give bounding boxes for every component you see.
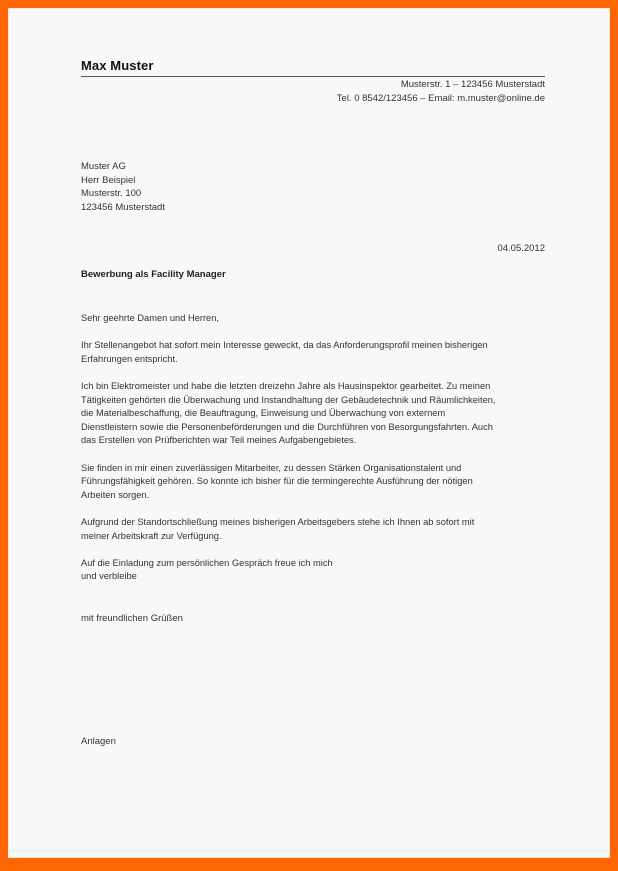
recipient-address (81, 160, 165, 214)
letter-body (81, 312, 551, 597)
sender-contact: Tel. 0 8542/123456 – Email: m.muster@online.de (336, 93, 545, 104)
paragraph-line: und verbleibe (81, 571, 137, 582)
closing-phrase: mit freundlichen Grüßen (81, 613, 183, 624)
paragraph (81, 462, 551, 503)
paragraph (81, 557, 551, 584)
paragraph-line: Führungsfähigkeit gehören. So konnte ich bisher für die termingerechte Ausführung der nötigen (81, 476, 473, 487)
paragraph-line: Sie finden in mir einen zuverlässigen Mitarbeiter, zu dessen Stärken Organisationstalent und (81, 462, 462, 473)
recipient-line: Musterstr. 100 (81, 188, 142, 200)
paragraph-line: Tätigkeiten gehörten die Überwachung und Instandhaltung der Gebäudetechnik und Räumlichkeiten, (81, 394, 496, 405)
paragraph-line: Erfahrungen entspricht. (81, 353, 178, 364)
page-edge (8, 850, 610, 852)
paragraph-line: Ich bin Elektromeister und habe die letzten dreizehn Jahre als Hausinspektor gearbeitet. Zu meinen (81, 380, 491, 391)
paragraph-line: Arbeiten sorgen. (81, 489, 150, 500)
recipient-line: 123456 Musterstadt (81, 201, 165, 213)
header-divider (81, 76, 545, 77)
paragraph-line: meiner Arbeitskraft zur Verfügung. (81, 530, 222, 541)
salutation (81, 312, 551, 326)
sender-name: Max Muster (81, 58, 154, 73)
attachments-label: Anlagen (81, 736, 116, 747)
letter-subject: Bewerbung als Facility Manager (81, 269, 226, 280)
sender-address-block (337, 78, 545, 106)
paragraph-line: das Erstellen von Prüfberichten war Teil meines Aufgabengebietes. (81, 435, 357, 446)
letter-date: 04.05.2012 (497, 243, 545, 254)
recipient-line: Muster AG (81, 161, 126, 172)
paragraph-line: Auf die Einladung zum persönlichen Gespräch freue ich mich (81, 557, 333, 568)
salutation-text: Sehr geehrte Damen und Herren, (81, 313, 219, 323)
paragraph (81, 339, 551, 366)
paragraph-line: Ihr Stellenangebot hat sofort mein Interesse geweckt, da das Anforderungsprofil meinen bisherigen (81, 340, 488, 351)
recipient-line: Herr Beispiel (81, 174, 136, 186)
sender-address: Musterstr. 1 – 123456 Musterstadt (400, 79, 545, 90)
paragraph (81, 380, 551, 448)
paragraph-line: die Materialbeschaffung, die Beauftragung, Einweisung und Überwachung von externem (81, 408, 446, 419)
paragraph-line: Aufgrund der Standortschließung meines bisherigen Arbeitsgebers stehe ich Ihnen ab sofort mit (81, 516, 475, 527)
paragraph (81, 516, 551, 543)
letter-page (8, 8, 610, 858)
paragraph-line: Dienstleistern sowie die Personenbeförderungen und die Durchführen von Besorgungsfahrten. Auch (81, 421, 493, 432)
